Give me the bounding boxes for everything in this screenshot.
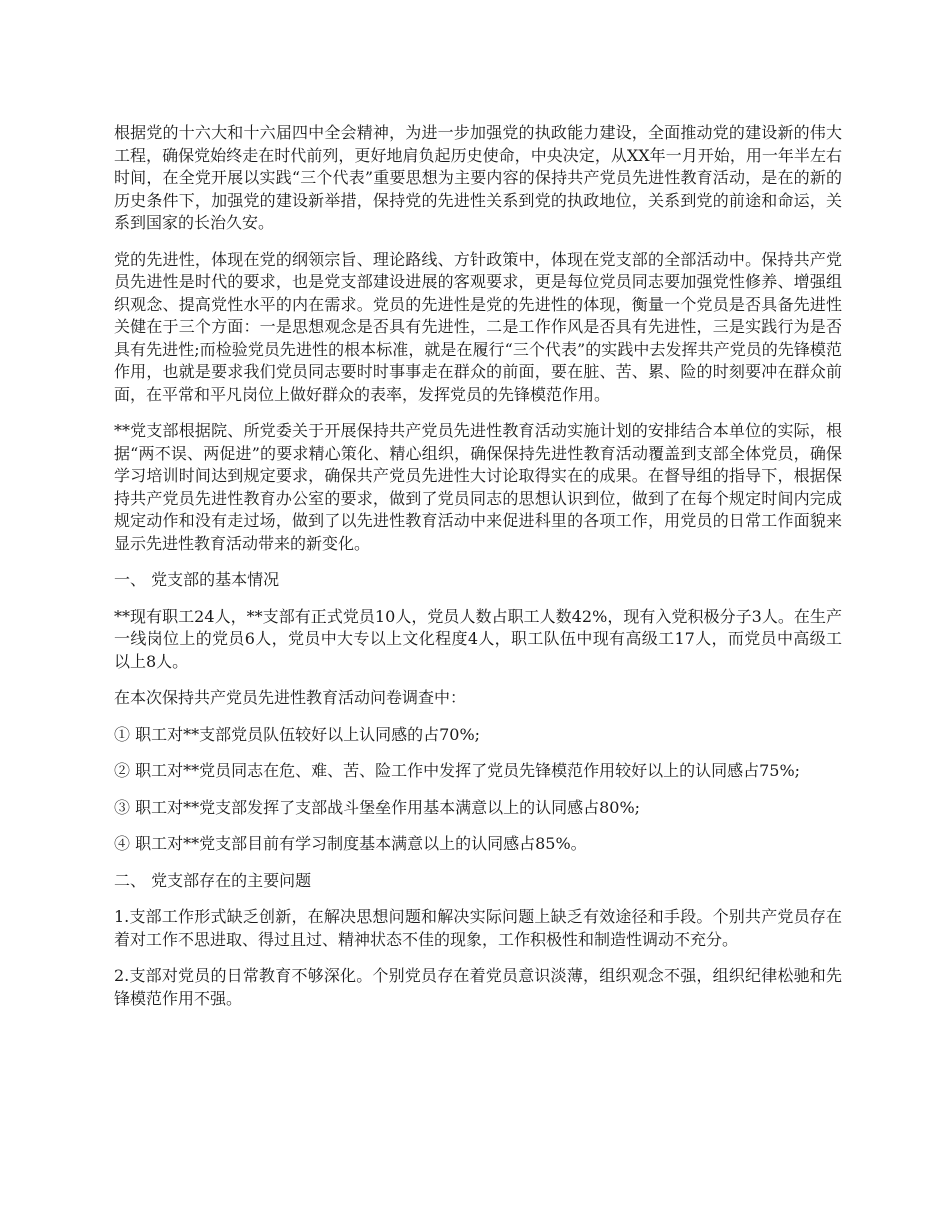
intro-paragraph: 根据党的十六大和十六届四中全会精神，为进一步加强党的执政能力建设，全面推动党的建设新的伟大工程，确保党始终走在时代前列，更好地肩负起历史使命，中央决定，从XX年一月开始，用一年半左右时间，在全党开展以实践“三个代表”重要思想为主要内容的保持共产党员先进性教育活动，是在的新的历史条件下，加强党的建设新举措，保持党的先进性关系到党的执政地位，关系到党的前途和命运，关系到国家的长治久安。 <box>114 123 842 232</box>
survey-intro-paragraph: 在本次保持共产党员先进性教育活动问卷调查中： <box>114 688 467 707</box>
advancement-paragraph: 党的先进性，体现在党的纲领宗旨、理论路线、方针政策中，体现在党支部的全部活动中。保持共产党员先进性是时代的要求，也是党支部建设进展的客观要求，更是每位党员同志要加强党性修养、增强组织观念、提高党性水平的内在需求。党员的先进性是党的先进性的体现，衡量一个党员是否具备先进性关健在于三个方面：一是思想观念是否具有先进性，二是工作作风是否具有先进性，三是实践行为是否具有先进性;而检验党员先进性的根本标准，就是在履行“三个代表”的实践中去发挥共产党员的先锋模范作用，也就是要求我们党员同志要时时事事走在群众的前面，要在脏、苦、累、险的时刻要冲在群众前面，在平常和平凡岗位上做好群众的表率，发挥党员的先锋模范作用。 <box>114 249 842 404</box>
survey-item-2: ② 职工对**党员同志在危、难、苦、险工作中发挥了党员先锋模范作用较好以上的认同感占75%; <box>114 761 801 780</box>
problem-item-1: 1.支部工作形式缺乏创新，在解决思想问题和解决实际问题上缺乏有效途径和手段。个别共产党员存在着对工作不思进取、得过且过、精神状态不佳的现象，工作积极性和制造性调动不充分。 <box>114 907 842 949</box>
survey-item-3: ③ 职工对**党支部发挥了支部战斗堡垒作用基本满意以上的认同感占80%; <box>114 797 641 817</box>
survey-item-4: ④ 职工对**党支部目前有学习制度基本满意以上的认同感占85%。 <box>114 834 587 853</box>
staff-stats-paragraph: **现有职工24人，**支部有正式党员10人，党员人数占职工人数42%，现有入党积极分子3人。在生产一线岗位上的党员6人，党员中大专以上文化程度4人，职工队伍中现有高级工17人，而党员中高级工以上8人。 <box>114 606 842 671</box>
section-heading-problems: 二、 党支部存在的主要问题 <box>114 870 312 890</box>
document-body <box>114 122 842 1024</box>
problem-item-2: 2.支部对党员的日常教育不够深化。个别党员存在着党员意识淡薄，组织观念不强，组织纪律松驰和先锋模范作用不强。 <box>114 966 842 1008</box>
survey-item-1: ① 职工对**支部党员队伍较好以上认同感的占70%; <box>114 724 481 744</box>
branch-activity-paragraph: **党支部根据院、所党委关于开展保持共产党员先进性教育活动实施计划的安排结合本单位的实际，根据“两不误、两促进”的要求精心策化、精心组织，确保保持先进性教育活动覆盖到支部全体党员，确保学习培训时间达到规定要求，确保共产党员先进性大讨论取得实在的成果。在督导组的指导下，根据保持共产党员先进性教育办公室的要求，做到了党员同志的思想认识到位，做到了在每个规定时间内完成规定动作和没有走过场，做到了以先进性教育活动中来促进科里的各项工作，用党员的日常工作面貌来显示先进性教育活动带来的新变化。 <box>114 421 842 553</box>
section-heading-basic-info: 一、 党支部的基本情况 <box>114 570 280 589</box>
